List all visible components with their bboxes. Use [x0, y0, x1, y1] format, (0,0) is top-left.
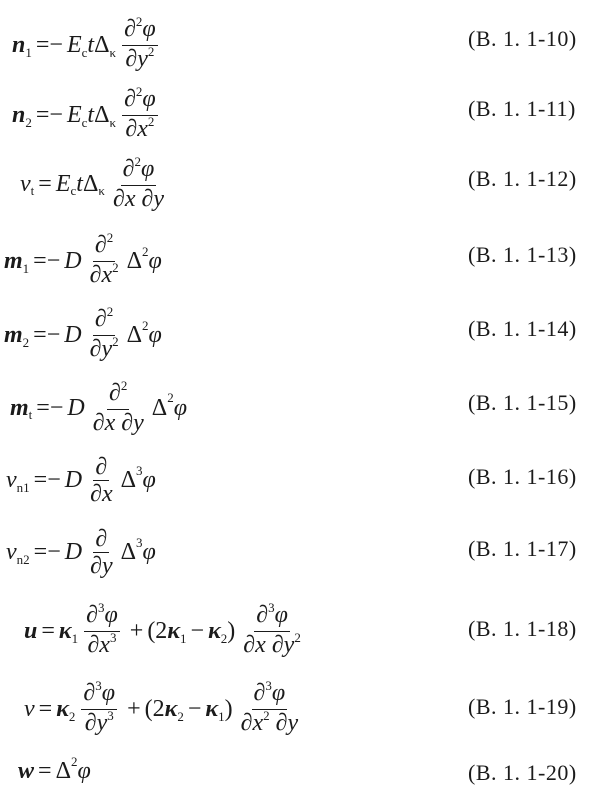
equation-row [0, 598, 615, 664]
equation-number: (B. 1. 1-15) [468, 390, 577, 415]
equation-row [0, 752, 615, 796]
equation-number: (B. 1. 1-14) [468, 316, 577, 341]
equation-number: (B. 1. 1-10) [468, 26, 577, 51]
equation: w = Δ 2 φ [18, 753, 91, 784]
equation-number: (B. 1. 1-12) [468, 166, 577, 191]
equation-row [0, 676, 615, 742]
equation: n 1 =− E c t Δ κ $\frac{\partial^2\varphi}{\partial y^2}$ [12, 14, 156, 72]
equation-row [0, 10, 615, 70]
equation: v n2 =− D $\frac{\partial}{\partial y}$ Δ 3 φ [6, 526, 156, 579]
equation: m t =− D $\frac{\partial^2}{\partial x \partial y}$ Δ 2 φ [10, 378, 187, 436]
equation-number: (B. 1. 1-19) [468, 694, 577, 719]
equation: u = κ 1 $\frac{\partial^3\varphi}{\partial x^3}$ + (2 κ 1 − κ 2 ) $\frac{\partial^3\varphi}{\partial x \partial y^2}$ [24, 600, 301, 658]
equation-number: (B. 1. 1-17) [468, 536, 577, 561]
equation-number: (B. 1. 1-20) [468, 760, 577, 785]
equation: v = κ 2 $\frac{\partial^3\varphi}{\partial y^3}$ + (2 κ 2 − κ 1 ) $\frac{\partial^3\varphi}{\partial x^2 \partial y}$ [24, 678, 299, 736]
equation-row [0, 300, 615, 360]
equation-row [0, 226, 615, 286]
equation-row [0, 80, 615, 140]
equation: v t = E c t Δ κ $\frac{\partial^2\varphi}{\partial x \partial y}$ [20, 154, 164, 212]
equation-number: (B. 1. 1-11) [468, 96, 576, 121]
equation: n 2 =− E c t Δ κ $\frac{\partial^2\varphi}{\partial x^2}$ [12, 84, 156, 142]
equation: v n1 =− D $\frac{\partial}{\partial x}$ Δ 3 φ [6, 454, 156, 507]
equation-row [0, 374, 615, 434]
equation: m 2 =− D $\frac{\partial^2}{\partial y^2}$ Δ 2 φ [4, 304, 162, 362]
equation-number: (B. 1. 1-13) [468, 242, 577, 267]
equation-row [0, 448, 615, 508]
equation-number: (B. 1. 1-16) [468, 464, 577, 489]
equation: m 1 =− D $\frac{\partial^2}{\partial x^2}$ Δ 2 φ [4, 230, 162, 288]
equation-number: (B. 1. 1-18) [468, 616, 577, 641]
equation-row [0, 150, 615, 210]
equation-row [0, 520, 615, 580]
